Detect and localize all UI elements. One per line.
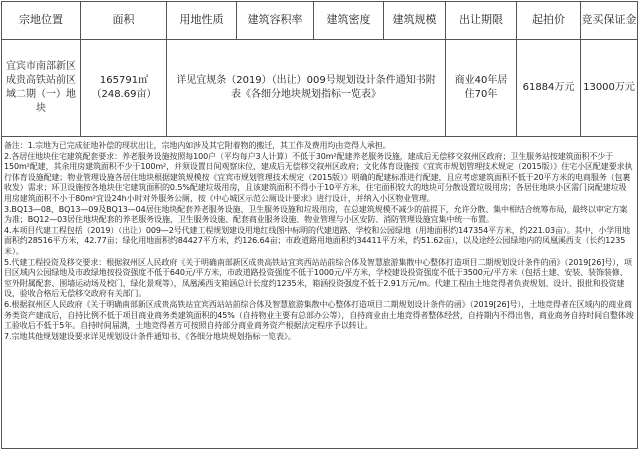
notes-section [4,141,634,342]
row-divider [1,136,638,137]
cell-term: 商业40年居住70年 [454,75,508,100]
note-2: 2.各居住地块住宅建筑配套要求：养老服务设施按照每100户（平均每户3人计算）不低于30m²配建养老服务设施，建成后无偿移交叙州区政府；卫生服务站按建筑面积不少于150m²配建，其余用房建筑面积不少于100m²，并须设置日间观察床位，建成后无偿移交叙州区政府；文化体育设施按《宜宾市规划管理技术规定（2015版）》住宅小区配建要求执行体育设施配建；物业管理设施各居住地块根据建筑规模按《宜宾市规划管理技术规定（2015版）》明确的配建标准进行配建，且应考虑建筑面积不低于20平方米的电商服务（包裹收发）需求；环卫设施按各地块住宅建筑面积的0.5%配建垃圾用房，且该建筑面积不得小于10平方米，住宅面积较大的地块可分散设置垃圾用房；各居住地块小区需门岗配建垃圾用房建筑面积不小于80m²宜设24h小时对外服务公厕，按《中心城区示范公厕设计要求》进行设计，并纳入小区物业管理。 [4,151,633,203]
cell-deposit: 13000万元 [583,82,635,93]
note-7: 7.宗地其他规划建设要求详见规划设计条件通知书、《各细分地块规划指标一览表》。 [4,331,296,341]
cell-area: 165791㎡（248.69亩） [91,75,157,100]
cell-location: 宜宾市南部新区成贵高铁站前区域二期（一）地块 [6,61,76,114]
header-area: 面积 [112,13,135,26]
header-start-price: 起拍价 [532,13,565,26]
cell-land-use-detail: 详见宜规条（2019）（出让）009号规划设计条件通知书附表《各细分地块规划指标一览表》 [176,75,436,100]
header-building-density: 建筑密度 [326,13,371,26]
header-term: 出让期限 [459,13,503,26]
note-3: 3.BQ13—08、BQ13—09及BQ13—04居住地块配套养老服务设施、卫生服务设施和垃圾用房，在总建筑规模不减少的前提下，允许分散、集中相结合统筹布局，最终以审定方案为准；BQ12—03居住地块配套的养老服务设施、卫生服务设施、配套商业服务设施、物业管理与小区安防、消防管理设施宜集中统一布置。 [4,204,628,225]
note-4: 4.本项目代建工程包括（2019）（出让）009—2号代建工程规划建设用地红线图中标明的代建道路、学校和公园绿地（用地面积约147354平方米，约221.03亩）。其中，小学用地面积约28516平方米，42.77亩；绿化用地面积约84427平方米，约126.64亩；市政道路用地面积约34411平方米，约51.62亩），以及途经公园绿地内的凤凰溪西支（长约1235米）。 [4,225,630,256]
header-building-scale: 建筑规模 [392,13,437,26]
header-land-use: 用地性质 [179,13,224,26]
header-deposit: 竞买保证金 [581,13,637,26]
cell-start-price: 61884万元 [522,82,575,93]
note-5: 5.代建工程投资及移交要求：根据叙州区人民政府《关于明确南部新区成贵高铁站宜宾西站站前综合体及智慧旅游集散中心整体打造项目二期规划设计条件的函》（2019[26]号），项目区域内公园绿地及市政绿地按投资强度不低于640元/平方米，市政道路投资强度不低于1000元/平方米，学校建设投资强度不低于3500元/平方米（包括土建、安装、装饰装修、室外附属配套、围墙运动场及校门、绿化景观等），凤凰溪西支箱涵总计长度约1235米，箱涵投资强度不低于2.91万元/m。代建工程由土地竞得者负责规划、设计、报批和投资建设，验收合格后无偿移交政府有关部门。 [4,257,632,299]
note-1: 备注：1.宗地为已完成征地补偿的现状出让，宗地内如涉及其它附着物的搬迁，其工作及费用均由竞得人承担。 [4,141,391,150]
note-6: 6.根据叙州区人民政府《关于明确南部新区成贵高铁站宜宾西站站前综合体及智慧旅游集散中心整体打造项目二期规划设计条件的函》（2019[26]号），土地竞得者在区域内的商业商务类资产建成后，自持比例不低于项目商业商务类建筑面积的45%（自持物业主要有总部办公等），自持商业由土地竞得者整体经营，自持期内不得出售，商业商务自持时间自整体竣工验收后不低于5年。自持时间届满，土地竞得者方可按照自持部分商业商务资产根据法定程序予以转让。 [4,299,634,331]
header-floor-area-ratio: 建筑容积率 [247,13,303,26]
header-location: 宗地位置 [19,13,63,26]
